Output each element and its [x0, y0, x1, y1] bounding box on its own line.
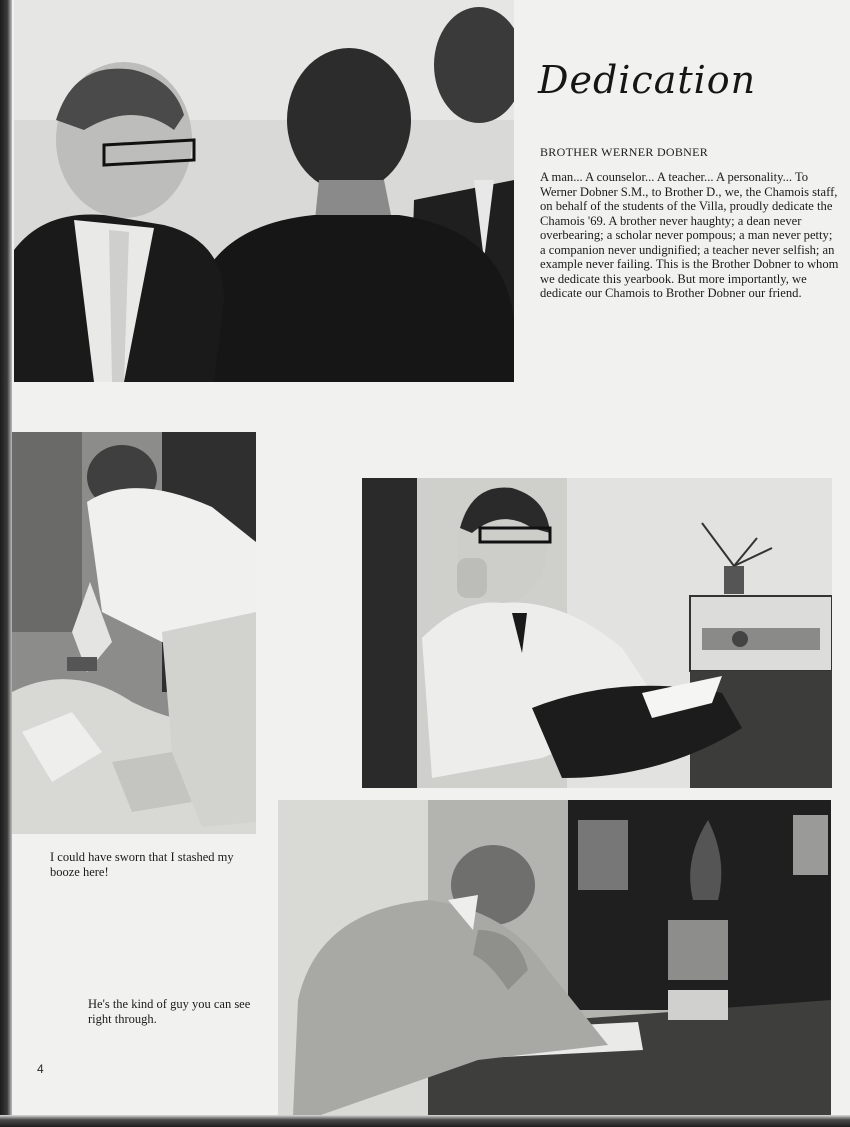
page-title: Dedication [538, 58, 757, 102]
photo-man-at-desk [278, 800, 831, 1116]
caption-digging: I could have sworn that I stashed my booze here! [50, 850, 234, 879]
bottom-edge [0, 1115, 850, 1127]
photo-man-digging [12, 432, 256, 834]
photo-man-on-phone [362, 478, 832, 788]
caption-desk: He's the kind of guy you can see right through. [88, 997, 251, 1026]
dedication-paragraph: A man... A counselor... A teacher... A personality... To Werner Dobner S.M., to Brother D., we, the Chamois staff, on behalf of the students of the Villa, proudly dedicate the Chamois '69. A brother never haughty; a dean never overbearing; a scholar never pompous; a man never petty; a companion never undignified; a teacher never selfish; an example never failing. This is the Brother Dobner to whom we dedicate this yearbook. But more importantly, we dedicate our Chamois to Brother Dobner our friend. [540, 170, 839, 300]
dedication-subtitle: BROTHER WERNER DOBNER [540, 145, 709, 159]
photo-men-in-suits [14, 0, 514, 382]
page-number: 4 [37, 1062, 44, 1076]
binding-edge [0, 0, 12, 1127]
